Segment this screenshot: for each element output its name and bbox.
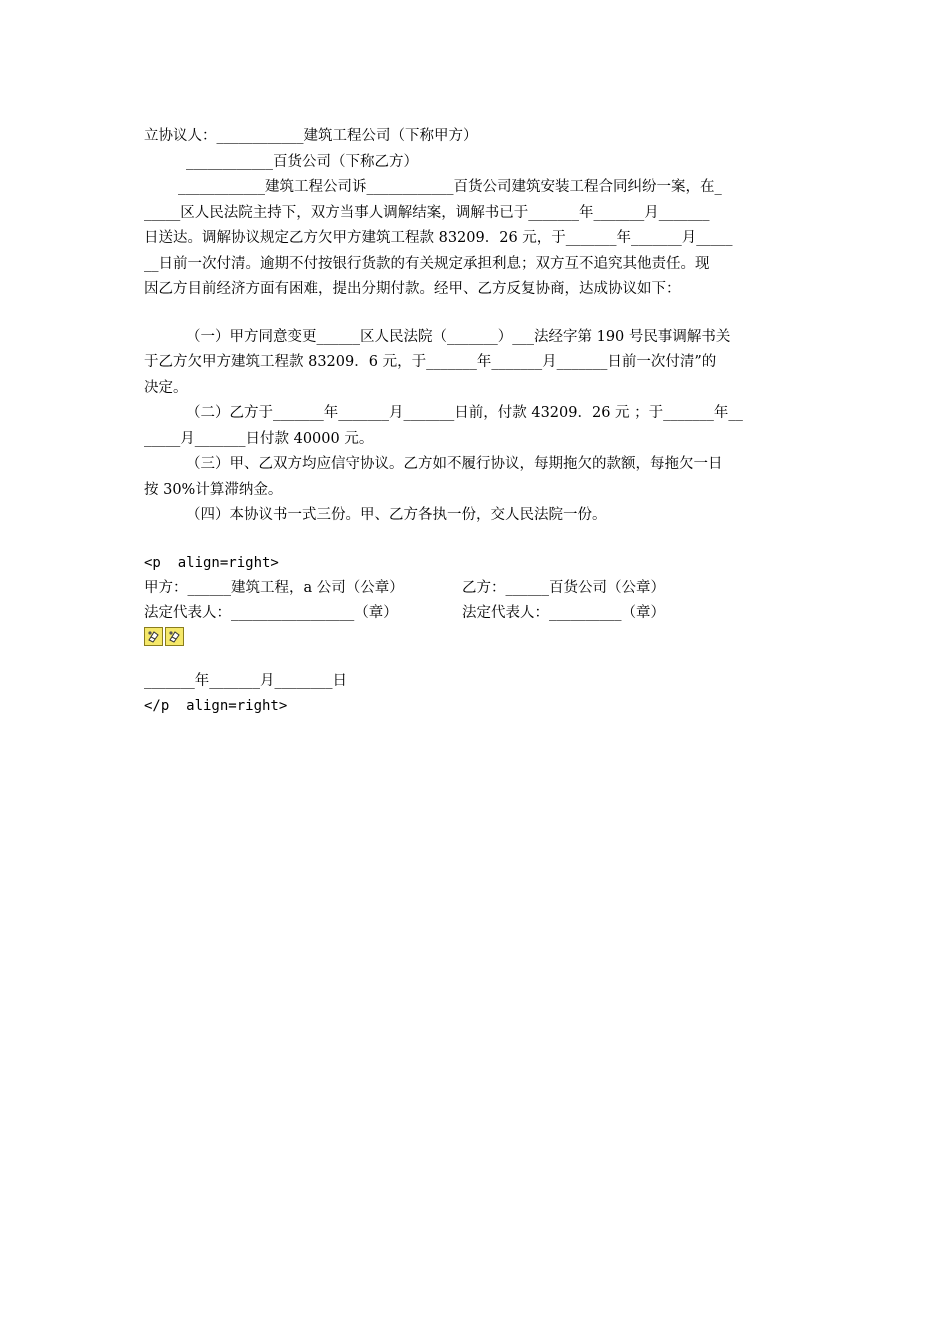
body-line: ____________建筑工程公司诉____________百货公司建筑安装工程合同纠纷一案，在_ [178,179,722,195]
party-b-signature: 乙方：______百货公司（公章） [462,579,665,596]
clause-1: （一）甲方同意变更______区人民法院（_______）___法经字第 190 号民事调解书关 [186,328,731,345]
clause-3: （三）甲、乙双方均应信守协议。乙方如不履行协议，每期拖欠的款额，每拖欠一日 [186,456,723,472]
body-line: 日送达。调解协议规定乙方欠甲方建筑工程款 83209．26 元，于_______年_______月_____ [144,230,733,246]
signature-row-parties [144,576,810,601]
clause-3-cont: 按 30%计算滞纳金。 [144,481,283,498]
body-line: __日前一次付清。逾期不付按银行货款的有关规定承担利息；双方互不追究其他责任。现 [144,255,710,272]
agreement-document [144,124,810,719]
date-line: _______年_______月________日 [144,672,347,689]
clause-1-cont: 于乙方欠甲方建筑工程款 83209．6 元，于_______年_______月_______日前一次付清”的 [144,354,717,370]
clause-1-cont: 决定。 [144,379,188,396]
html-tag-open: <p align=right> [144,554,279,571]
paragraph-gap [144,303,810,325]
body-line: 因乙方目前经济方面有困难，提出分期付款。经甲、乙方反复协商，达成协议如下： [144,281,681,297]
clause-2-cont: _____月_______日付款 40000 元。 [144,430,374,447]
clause-4: （四）本协议书一式三份。甲、乙方各执一份，交人民法院一份。 [186,507,607,523]
body-line: _____区人民法院主持下，双方当事人调解结案，调解书已于_______年_______月_______ [144,204,710,221]
broken-image-icons [144,627,810,647]
rep-b-signature: 法定代表人：__________（章） [462,604,665,621]
broken-image-icon [144,627,163,646]
paragraph-gap [144,529,810,551]
parties-line: 立协议人：____________建筑工程公司（下称甲方） [144,128,478,144]
clause-2: （二）乙方于_______年_______月_______日前，付款 43209．26 元 ；于_______年__ [186,405,743,421]
paragraph-gap [144,647,810,669]
signature-row-reps [144,601,810,626]
broken-image-icon [165,627,184,646]
party-a-signature: 甲方：______建筑工程，a 公司（公章） [144,579,404,596]
party-b-line: ____________百货公司（下称乙方） [186,153,418,170]
html-tag-close: </p align=right> [144,698,288,714]
rep-a-signature: 法定代表人：_________________（章） [144,604,398,621]
